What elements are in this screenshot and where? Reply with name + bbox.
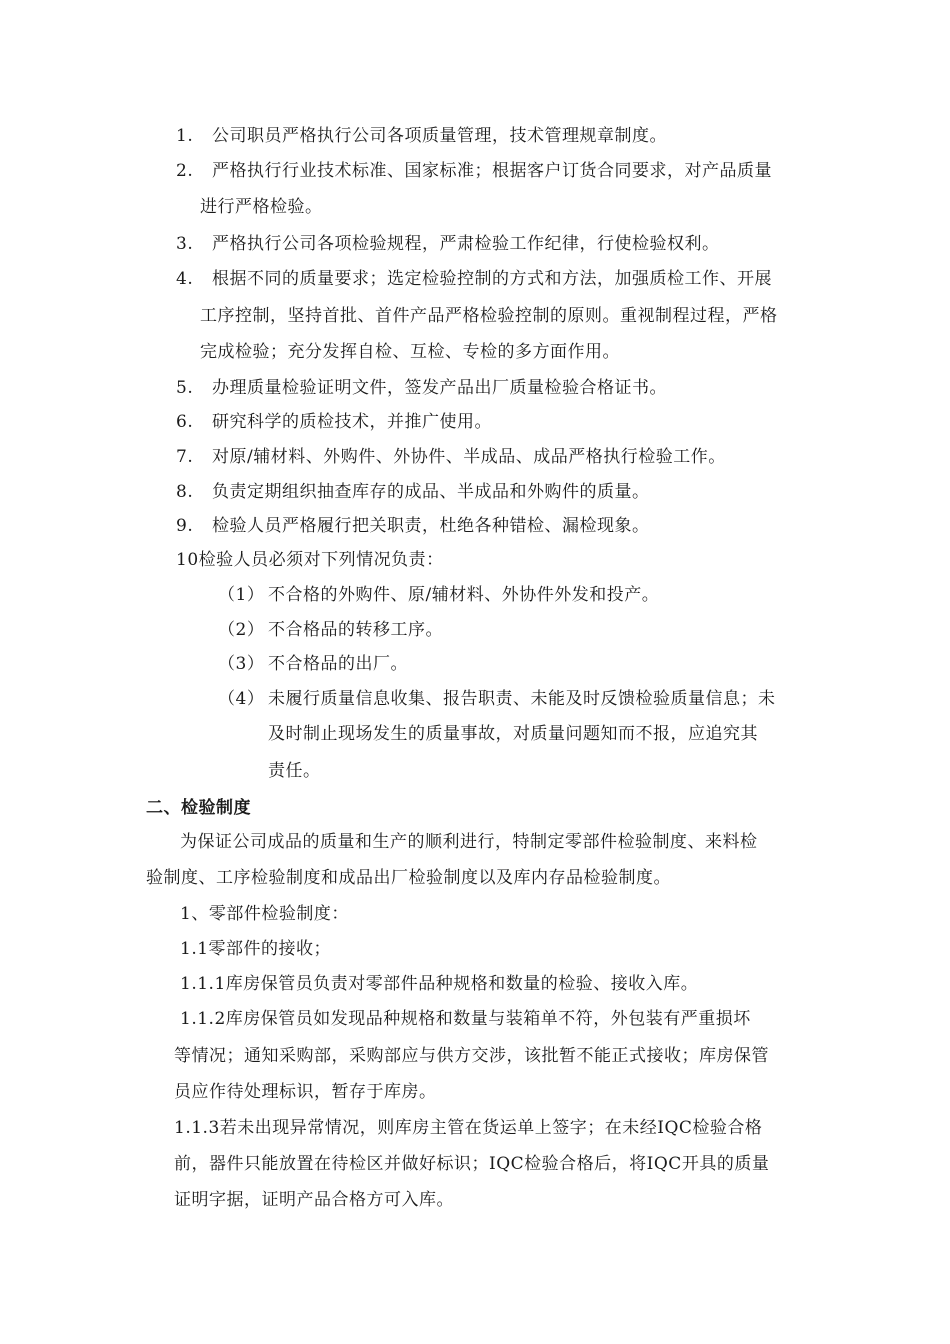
sub-item-1: [218, 583, 659, 607]
sub-number: （4）: [218, 689, 265, 709]
list-item-4-cont: 工序控制，坚持首批、首件产品严格检验控制的原则。重视制程过程，严格: [200, 306, 778, 326]
sub-number: （1）: [218, 585, 265, 605]
list-number: 8.: [176, 482, 194, 502]
list-text: 根据不同的质量要求；选定检验控制的方式和方法，加强质检工作、开展: [212, 269, 772, 289]
list-item-10: 10检验人员必须对下列情况负责：: [176, 550, 444, 570]
section-intro-line: 验制度、工序检验制度和成品出厂检验制度以及库内存品检验制度。: [146, 868, 671, 888]
list-item-4-cont: 完成检验；充分发挥自检、互检、专检的多方面作用。: [200, 342, 620, 362]
list-text: 公司职员严格执行公司各项质量管理，技术管理规章制度。: [212, 126, 667, 146]
clause-1-1-2: 1.1.2库房保管员如发现品种规格和数量与装箱单不符，外包装有严重损坏: [180, 1009, 751, 1029]
list-item-9: [176, 514, 650, 538]
sub-number: （3）: [218, 654, 265, 674]
sub-text: 不合格品的出厂。: [268, 654, 408, 674]
list-number: 6.: [176, 412, 194, 432]
list-item-1: [176, 124, 667, 148]
list-number: 5.: [176, 378, 194, 398]
list-number: 2.: [176, 161, 194, 181]
list-number: 1.: [176, 126, 194, 146]
list-item-3: [176, 232, 720, 256]
sub-item-4-cont: 及时制止现场发生的质量事故，对质量问题知而不报，应追究其: [268, 724, 758, 744]
sub-number: （2）: [218, 620, 265, 640]
sub-text: 不合格的外购件、原/辅材料、外协件外发和投产。: [268, 585, 660, 605]
list-text: 办理质量检验证明文件，签发产品出厂质量检验合格证书。: [212, 378, 667, 398]
clause-1-1: 1.1零部件的接收；: [180, 939, 332, 959]
clause-1-1-3-cont: 前，器件只能放置在待检区并做好标识；IQC检验合格后，将IQC开具的质量: [174, 1154, 770, 1174]
section-heading: 二、检验制度: [146, 798, 251, 818]
list-number: 3.: [176, 234, 194, 254]
list-text: 检验人员严格履行把关职责，杜绝各种错检、漏检现象。: [212, 516, 650, 536]
sub-item-4-cont: 责任。: [268, 761, 321, 781]
list-text: 严格执行公司各项检验规程，严肃检验工作纪律，行使检验权利。: [212, 234, 720, 254]
clause-1-1-3: 1.1.3若未出现异常情况，则库房主管在货运单上签字；在未经IQC检验合格: [174, 1118, 763, 1138]
list-item-8: [176, 480, 650, 504]
list-number: 9.: [176, 516, 194, 536]
subsection-heading: 1、零部件检验制度：: [180, 904, 349, 924]
list-number: 4.: [176, 269, 194, 289]
sub-item-3: [218, 652, 408, 676]
list-text: 负责定期组织抽查库存的成品、半成品和外购件的质量。: [212, 482, 650, 502]
sub-item-2: [218, 618, 443, 642]
sub-item-4: [218, 687, 776, 711]
list-number: 7.: [176, 447, 194, 467]
clause-1-1-3-cont: 证明字据，证明产品合格方可入库。: [174, 1190, 454, 1210]
list-item-5: [176, 376, 667, 400]
list-item-2-cont: 进行严格检验。: [200, 197, 323, 217]
section-intro-line: 为保证公司成品的质量和生产的顺利进行，特制定零部件检验制度、来料检: [180, 832, 758, 852]
list-item-2: [176, 159, 772, 183]
list-item-4: [176, 267, 772, 291]
list-item-6: [176, 410, 492, 434]
list-item-7: [176, 445, 726, 469]
list-text: 研究科学的质检技术，并推广使用。: [212, 412, 492, 432]
list-text: 对原/辅材料、外购件、外协件、半成品、成品严格执行检验工作。: [212, 447, 726, 467]
list-text: 严格执行行业技术标准、国家标准；根据客户订货合同要求，对产品质量: [212, 161, 772, 181]
clause-1-1-1: 1.1.1库房保管员负责对零部件品种规格和数量的检验、接收入库。: [180, 974, 699, 994]
clause-1-1-2-cont: 等情况；通知采购部，采购部应与供方交涉，该批暂不能正式接收；库房保管: [174, 1046, 769, 1066]
sub-text: 不合格品的转移工序。: [268, 620, 443, 640]
clause-1-1-2-cont: 员应作待处理标识，暂存于库房。: [174, 1082, 437, 1102]
sub-text: 未履行质量信息收集、报告职责、未能及时反馈检验质量信息；未: [268, 689, 776, 709]
